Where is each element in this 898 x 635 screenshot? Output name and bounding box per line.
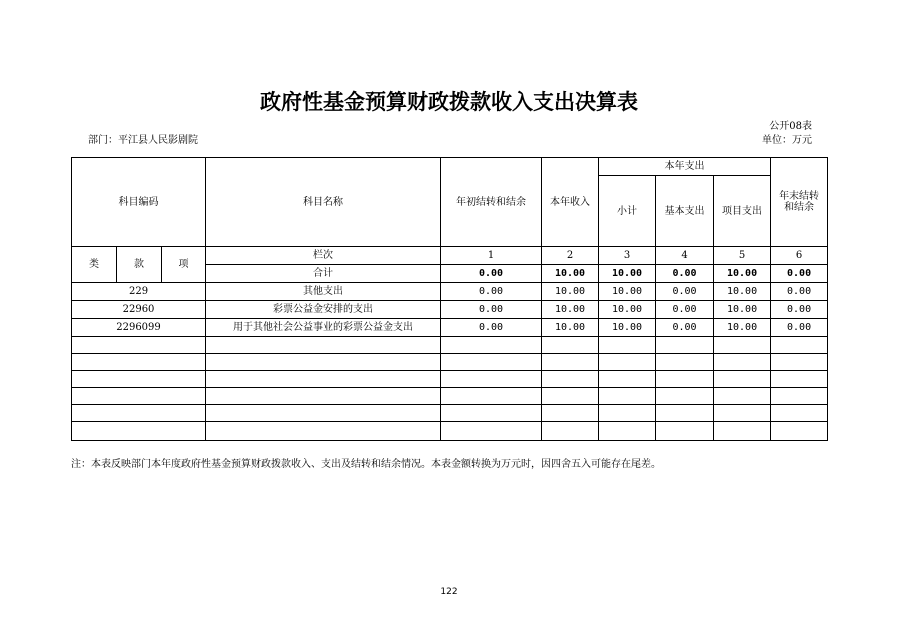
row-name: 其他支出: [206, 283, 441, 301]
row-cell: 0.00: [656, 301, 714, 319]
header-carry-end: [771, 158, 828, 247]
header-expense-group: 本年支出: [599, 158, 771, 176]
total-cell: 0.00: [441, 265, 542, 283]
header-project: 项目支出: [714, 176, 771, 247]
row-cell: 10.00: [599, 319, 656, 337]
row-name: 用于其他社会公益事业的彩票公益金支出: [206, 319, 441, 337]
header-name: 科目名称: [206, 158, 441, 247]
col-num: 5: [714, 247, 771, 265]
row-code: 229: [72, 283, 206, 301]
form-number: 公开08表: [769, 121, 812, 132]
col-num: 3: [599, 247, 656, 265]
row-cell: 0.00: [441, 301, 542, 319]
row-cell: 0.00: [441, 319, 542, 337]
total-label: 合计: [206, 265, 441, 283]
row-code: 2296099: [72, 319, 206, 337]
row-code: 22960: [72, 301, 206, 319]
header-code: 科目编码: [72, 158, 206, 247]
settlement-table: [71, 157, 828, 441]
empty-row: [72, 388, 828, 405]
total-cell: 10.00: [599, 265, 656, 283]
row-cell: 0.00: [771, 283, 828, 301]
empty-row: [72, 371, 828, 388]
row-cell: 0.00: [441, 283, 542, 301]
row-cell: 10.00: [714, 319, 771, 337]
total-cell: 0.00: [771, 265, 828, 283]
unit-label: 单位：万元: [762, 135, 812, 146]
table-row: [72, 283, 828, 301]
total-cell: 10.00: [714, 265, 771, 283]
header-basic: 基本支出: [656, 176, 714, 247]
table-row: [72, 301, 828, 319]
row-cell: 10.00: [542, 283, 599, 301]
row-cell: 0.00: [771, 319, 828, 337]
header-subtotal: 小计: [599, 176, 656, 247]
col-num: 4: [656, 247, 714, 265]
header-carry-begin: 年初结转和结余: [441, 158, 542, 247]
row-cell: 10.00: [714, 301, 771, 319]
empty-row: [72, 354, 828, 371]
footnote: 注：本表反映部门本年度政府性基金预算财政拨款收入、支出及结转和结余情况。本表金额转换为万元时，因四舍五入可能存在尾差。: [71, 459, 661, 470]
header-col-row: 栏次: [206, 247, 441, 265]
table-row: [72, 319, 828, 337]
total-cell: 0.00: [656, 265, 714, 283]
empty-row: [72, 405, 828, 422]
header-kuan: 款: [117, 247, 162, 283]
col-num: 1: [441, 247, 542, 265]
empty-row: [72, 337, 828, 354]
total-cell: 10.00: [542, 265, 599, 283]
empty-row: [72, 422, 828, 441]
row-name: 彩票公益金安排的支出: [206, 301, 441, 319]
row-cell: 0.00: [771, 301, 828, 319]
row-cell: 0.00: [656, 319, 714, 337]
header-lei: 类: [72, 247, 117, 283]
row-cell: 0.00: [656, 283, 714, 301]
row-cell: 10.00: [542, 301, 599, 319]
row-cell: 10.00: [714, 283, 771, 301]
header-income: 本年收入: [542, 158, 599, 247]
header-xiang: 项: [162, 247, 206, 283]
col-num: 2: [542, 247, 599, 265]
department-label: 部门：平江县人民影剧院: [88, 135, 198, 146]
row-cell: 10.00: [599, 301, 656, 319]
row-cell: 10.00: [599, 283, 656, 301]
header-carry-end-text: 年末结转 和结余: [779, 191, 820, 213]
row-cell: 10.00: [542, 319, 599, 337]
page-title: 政府性基金预算财政拨款收入支出决算表: [260, 90, 638, 114]
page-number: 122: [440, 587, 458, 597]
col-num: 6: [771, 247, 828, 265]
